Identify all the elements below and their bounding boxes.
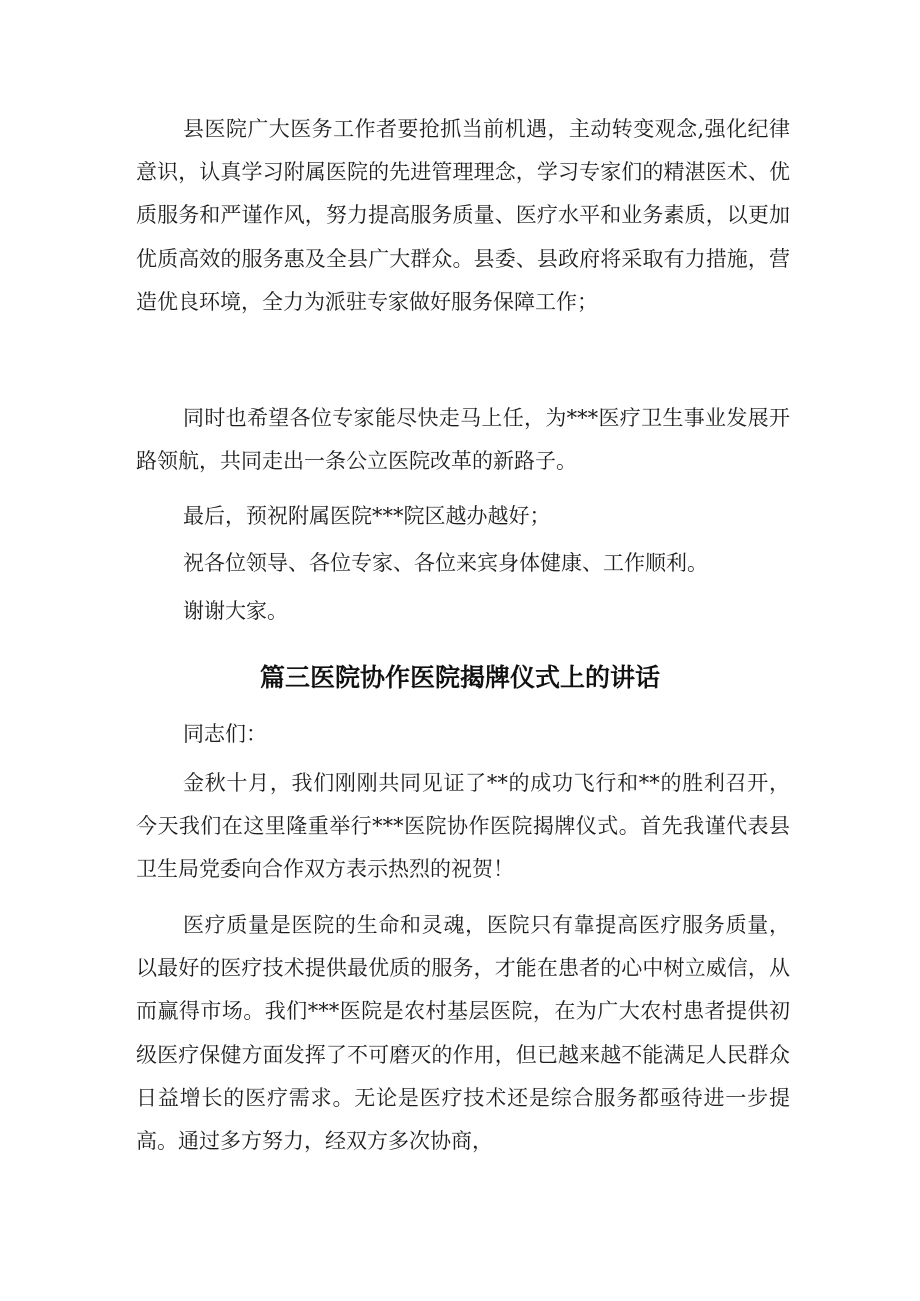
closing-line-wishes-guests: 祝各位领导、各位专家、各位来宾身体健康、工作顺利。 <box>183 551 708 575</box>
salutation: 同志们： <box>183 722 267 746</box>
body-paragraph-medical-quality: 医疗质量是医院的生命和灵魂，医院只有靠提高医疗服务质量，以最好的医疗技术提供最优质的服务，才能在患者的心中树立威信，从而赢得市场。我们***医院是农村基层医院，在为广大农村患者提供初级医疗保健方面发挥了不可磨灭的作用，但已越来越不能满足人民群众日益增长的医疗需求。无论是医疗技术还是综合服务都亟待进一步提高。通过多方努力，经双方多次协商， <box>136 913 790 1154</box>
body-paragraph-service-guarantee: 县医院广大医务工作者要抢抓当前机遇，主动转变观念,强化纪律意识，认真学习附属医院的先进管理理念，学习专家们的精湛医术、优质服务和严谨作风，努力提高服务质量、医疗水平和业务素质，以更加优质高效的服务惠及全县广大群众。县委、县政府将采取有力措施，营造优良环境，全力为派驻专家做好服务保障工作； <box>136 117 790 314</box>
closing-line-thanks: 谢谢大家。 <box>183 599 288 623</box>
closing-line-wishes-hospital: 最后，预祝附属医院***院区越办越好； <box>183 504 551 528</box>
body-paragraph-expert-hope: 同时也希望各位专家能尽快走马上任，为***医疗卫生事业发展开路领航，共同走出一条公立医院改革的新路子。 <box>136 406 790 474</box>
section-title: 篇三医院协作医院揭牌仪式上的讲话 <box>259 663 660 692</box>
body-paragraph-celebration: 金秋十月，我们刚刚共同见证了**的成功飞行和**的胜利召开，今天我们在这里隆重举行***医院协作医院揭牌仪式。首先我谨代表县卫生局党委向合作双方表示热烈的祝贺！ <box>136 771 790 882</box>
